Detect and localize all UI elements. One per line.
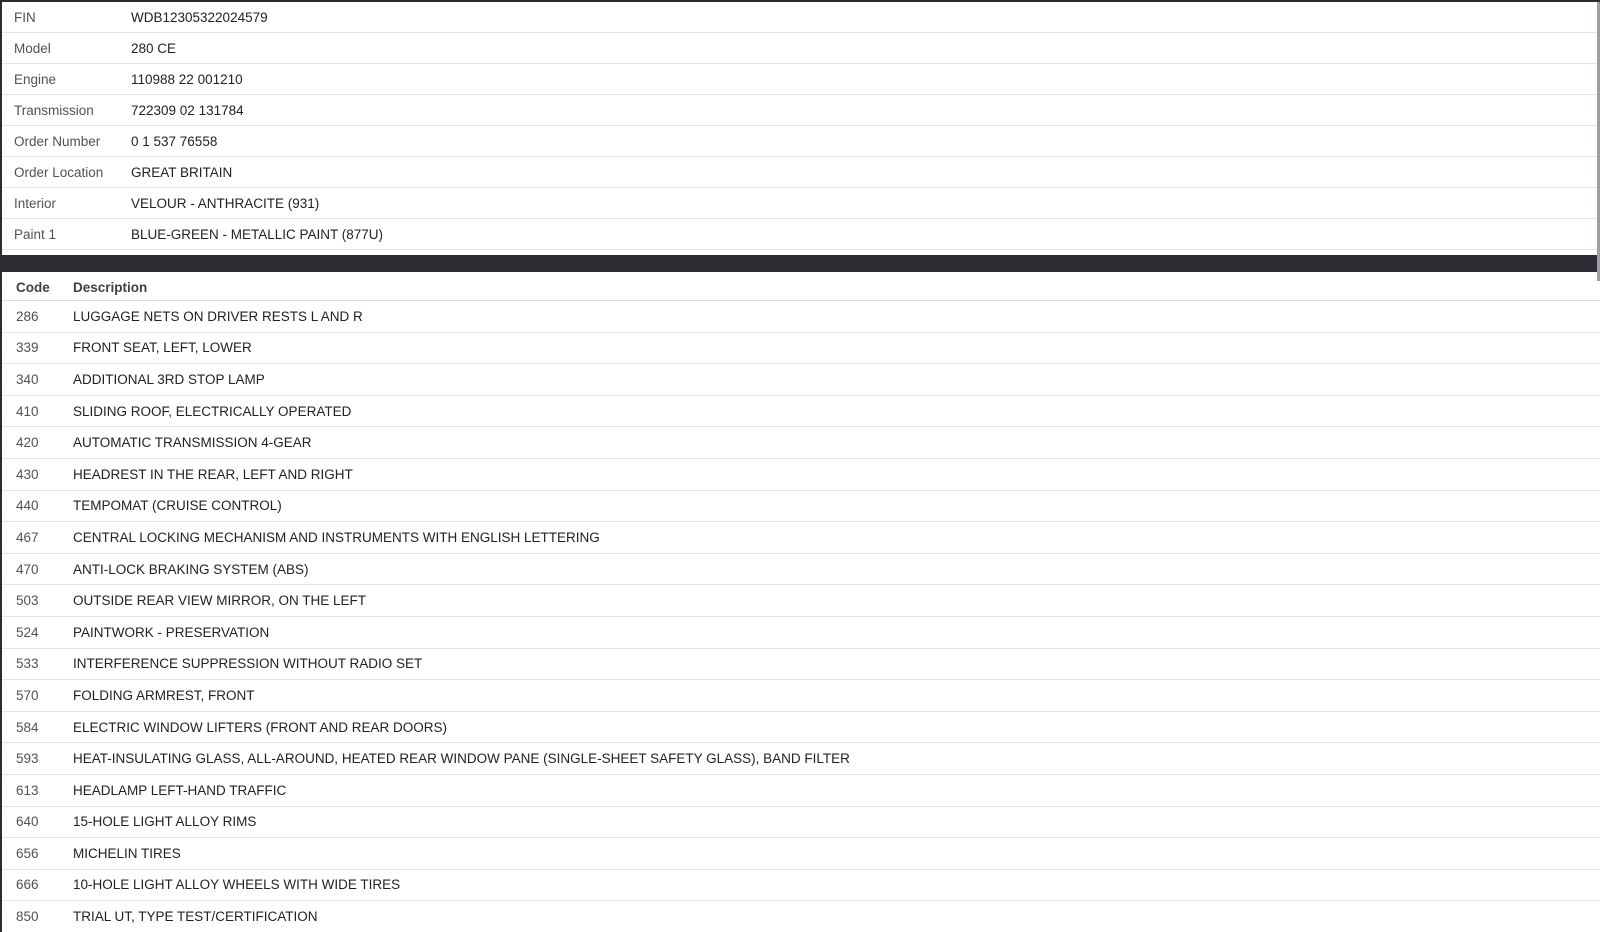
table-row (2, 680, 1600, 712)
description-cell: FOLDING ARMREST, FRONT (73, 687, 255, 703)
code-cell: 467 (16, 529, 39, 545)
code-column-header: Code (16, 279, 50, 295)
section-divider-bar (0, 255, 1600, 272)
code-cell: 613 (16, 782, 39, 798)
code-cell: 584 (16, 719, 39, 735)
description-cell: AUTOMATIC TRANSMISSION 4-GEAR (73, 435, 312, 451)
table-row (2, 157, 1600, 188)
table-row (2, 219, 1600, 250)
info-label: Engine (14, 71, 57, 87)
table-row (2, 617, 1600, 649)
code-cell: 666 (16, 877, 39, 893)
description-cell: TRIAL UT, TYPE TEST/CERTIFICATION (73, 909, 318, 925)
description-cell: FRONT SEAT, LEFT, LOWER (73, 340, 252, 356)
table-row (2, 95, 1600, 126)
table-row (2, 807, 1600, 839)
table-row (2, 649, 1600, 681)
code-cell: 656 (16, 845, 39, 861)
code-cell: 420 (16, 435, 39, 451)
table-row (2, 333, 1600, 365)
description-cell: 10-HOLE LIGHT ALLOY WHEELS WITH WIDE TIRES (73, 877, 401, 893)
table-row (2, 838, 1600, 870)
table-row (2, 364, 1600, 396)
table-row (2, 396, 1600, 428)
info-label: Transmission (14, 102, 94, 118)
table-row (2, 743, 1600, 775)
info-label: FIN (14, 9, 36, 25)
code-cell: 503 (16, 593, 39, 609)
info-label: Interior (14, 195, 57, 211)
info-value: 0 1 537 76558 (131, 133, 218, 149)
description-cell: PAINTWORK - PRESERVATION (73, 624, 270, 640)
table-row (2, 2, 1600, 33)
table-row (2, 33, 1600, 64)
table-row (2, 459, 1600, 491)
info-label: Paint 1 (14, 226, 57, 242)
code-cell: 850 (16, 909, 39, 925)
table-row (2, 775, 1600, 807)
description-cell: 15-HOLE LIGHT ALLOY RIMS (73, 814, 257, 830)
code-cell: 286 (16, 308, 39, 324)
vehicle-info-table (2, 2, 1600, 250)
description-cell: ADDITIONAL 3RD STOP LAMP (73, 371, 265, 387)
info-value: GREAT BRITAIN (131, 164, 233, 180)
description-cell: CENTRAL LOCKING MECHANISM AND INSTRUMENTS WITH ENGLISH LETTERING (73, 529, 600, 545)
info-value: 110988 22 001210 (131, 71, 243, 87)
info-value: WDB12305322024579 (131, 9, 268, 25)
table-row (2, 522, 1600, 554)
code-cell: 533 (16, 656, 39, 672)
description-cell: LUGGAGE NETS ON DRIVER RESTS L AND R (73, 308, 363, 324)
table-row (2, 585, 1600, 617)
code-cell: 524 (16, 624, 39, 640)
description-cell: HEADREST IN THE REAR, LEFT AND RIGHT (73, 466, 353, 482)
codes-table-header (2, 274, 1600, 301)
table-row (2, 554, 1600, 586)
description-column-header: Description (73, 279, 148, 295)
table-row (2, 126, 1600, 157)
description-cell: TEMPOMAT (CRUISE CONTROL) (73, 498, 282, 514)
description-cell: MICHELIN TIRES (73, 845, 181, 861)
table-row (2, 712, 1600, 744)
table-row (2, 64, 1600, 95)
table-row (2, 901, 1600, 932)
table-row (2, 188, 1600, 219)
description-cell: ANTI-LOCK BRAKING SYSTEM (ABS) (73, 561, 309, 577)
info-label: Order Number (14, 133, 101, 149)
code-cell: 470 (16, 561, 39, 577)
table-row (2, 491, 1600, 523)
code-cell: 570 (16, 687, 39, 703)
info-value: VELOUR - ANTHRACITE (931) (131, 195, 320, 211)
description-cell: HEADLAMP LEFT-HAND TRAFFIC (73, 782, 287, 798)
code-cell: 440 (16, 498, 39, 514)
equipment-codes-table (2, 274, 1600, 932)
description-cell: ELECTRIC WINDOW LIFTERS (FRONT AND REAR DOORS) (73, 719, 448, 735)
code-cell: 593 (16, 751, 39, 767)
code-cell: 410 (16, 403, 39, 419)
description-cell: INTERFERENCE SUPPRESSION WITHOUT RADIO SET (73, 656, 423, 672)
info-label: Model (14, 40, 51, 56)
code-cell: 430 (16, 466, 39, 482)
description-cell: SLIDING ROOF, ELECTRICALLY OPERATED (73, 403, 352, 419)
table-row (2, 427, 1600, 459)
table-row (2, 870, 1600, 902)
code-cell: 339 (16, 340, 39, 356)
description-cell: OUTSIDE REAR VIEW MIRROR, ON THE LEFT (73, 593, 367, 609)
info-value: 722309 02 131784 (131, 102, 244, 118)
code-cell: 340 (16, 371, 39, 387)
description-cell: HEAT-INSULATING GLASS, ALL-AROUND, HEATED REAR WINDOW PANE (SINGLE-SHEET SAFETY GLASS), BAND FILTER (73, 751, 850, 767)
table-row (2, 301, 1600, 333)
info-value: 280 CE (131, 40, 177, 56)
info-label: Order Location (14, 164, 104, 180)
info-value: BLUE-GREEN - METALLIC PAINT (877U) (131, 226, 384, 242)
code-cell: 640 (16, 814, 39, 830)
